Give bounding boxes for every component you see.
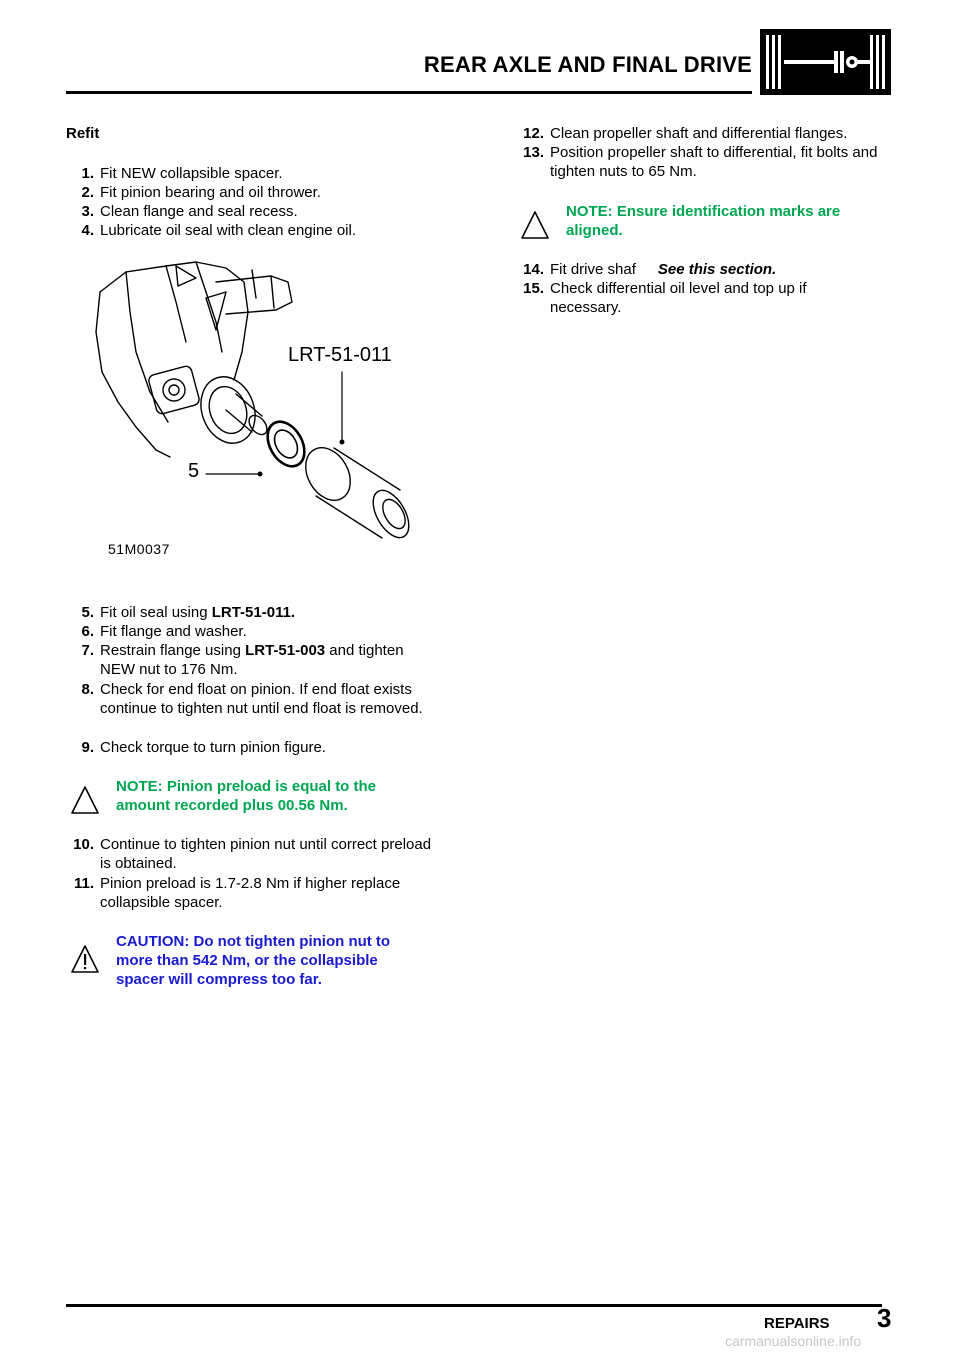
note-triangle-icon — [70, 785, 100, 815]
oil-seal-illustration — [66, 252, 444, 564]
header-rule — [66, 91, 752, 94]
tool-label: LRT-51-011 — [288, 344, 392, 366]
tool-ref-lrt-51-003: LRT-51-003 — [245, 642, 326, 659]
caution-triangle-icon — [70, 944, 100, 974]
watermark-text: carmanualsonline.info — [725, 1333, 862, 1349]
tool-ref-lrt-51-011: LRT-51-011. — [211, 604, 296, 621]
footer-rule — [66, 1304, 882, 1307]
footer-section-label: REPAIRS — [764, 1315, 830, 1332]
page-title: REAR AXLE AND FINAL DRIVE — [423, 52, 752, 77]
note-triangle-icon-2 — [520, 210, 550, 240]
section-heading-refit: Refit — [66, 125, 100, 142]
note-pinion-preload: NOTE: Pinion preload is equal to the amount recorded plus 00.56 Nm. — [116, 778, 377, 814]
axle-logo-icon — [760, 29, 891, 95]
page-number: 3 — [877, 1303, 892, 1333]
figure-code: 51M0037 — [108, 541, 170, 557]
see-section-ref: See this section. — [657, 261, 777, 278]
callout-5: 5 — [188, 460, 200, 482]
caution-pinion-nut: CAUTION: Do not tighten pinion nut to more than 542 Nm, or the collapsible spacer will compress too far. — [116, 933, 391, 988]
seal-drawing — [66, 252, 444, 564]
note-identification-marks: NOTE: Ensure identification marks are aligned. — [566, 203, 841, 239]
